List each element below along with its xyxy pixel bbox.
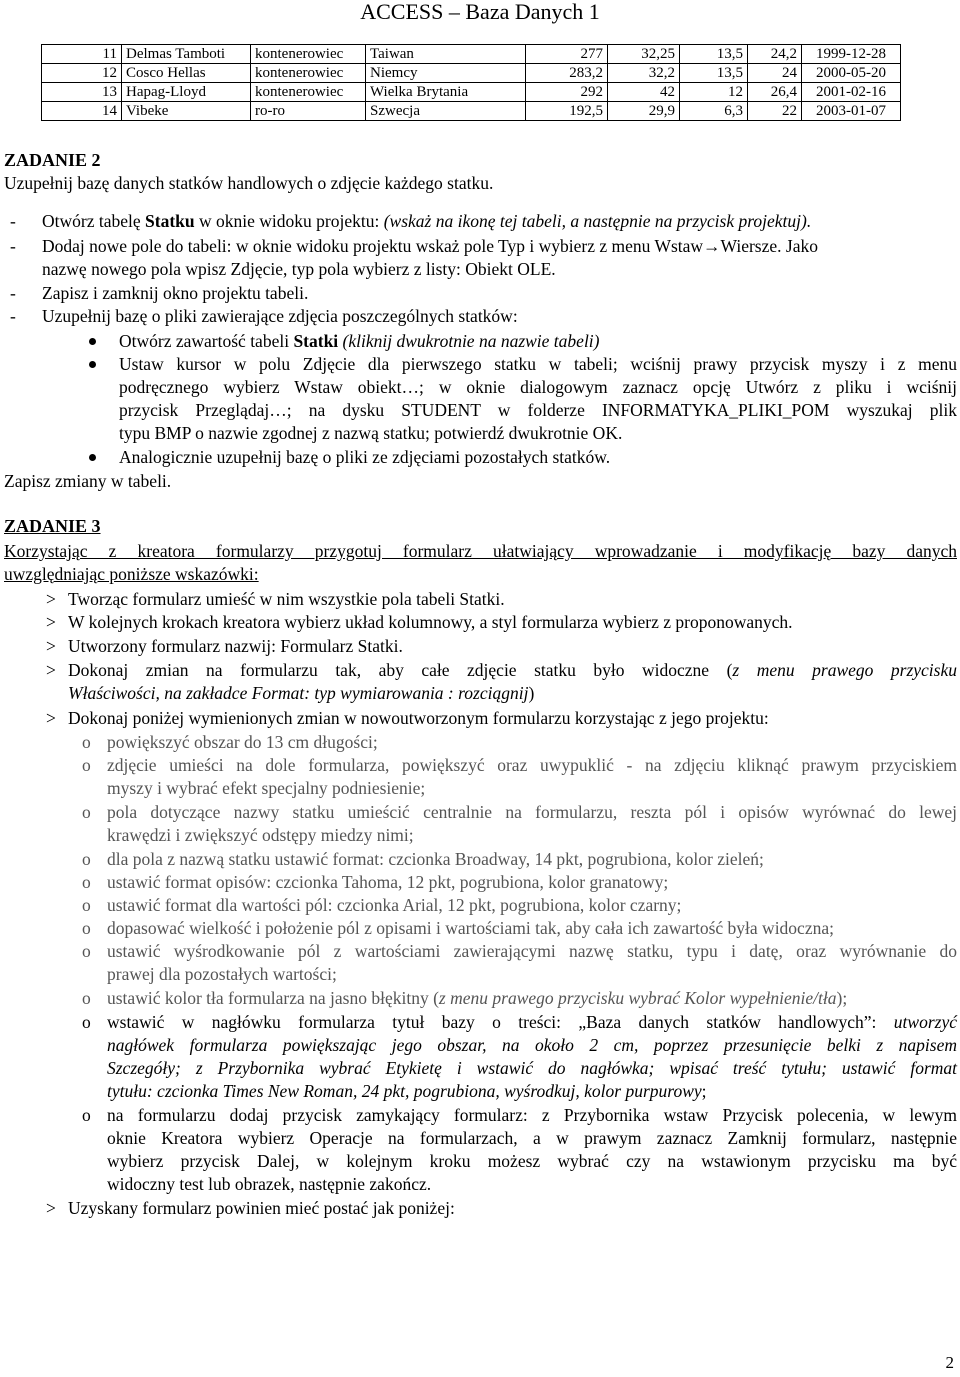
step2-line2: nazwę nowego pola wpisz Zdjęcie, typ pola wybierz z listy: Obiekt OLE.	[42, 259, 556, 279]
o10-line2	[107, 1034, 957, 1056]
step1-mid: w oknie widoku projektu:	[194, 211, 384, 231]
table-cell: Taiwan	[366, 45, 526, 64]
dash-marker: -	[10, 306, 16, 326]
zadanie2-title: ZADANIE 2	[4, 150, 101, 170]
step1-bold: Statku	[145, 211, 195, 231]
o9-normal: ustawić kolor tła formularza na jasno błękitny (	[107, 988, 439, 1008]
table-cell: 13,5	[680, 64, 748, 83]
table-cell: Vibeke	[122, 102, 251, 121]
step1-text	[42, 210, 811, 232]
arrow-marker: >	[46, 636, 56, 656]
table-cell: 32,2	[608, 64, 680, 83]
bullet3-text: Analogicznie uzupełnij bazę o pliki ze zdjęciami pozostałych statków.	[119, 447, 611, 467]
step1-italic: (wskaż na ikonę tej tabeli, a następnie na przycisk projektuj).	[383, 211, 812, 231]
o10-line4-end: ;	[701, 1081, 707, 1101]
table-cell: kontenerowiec	[251, 83, 366, 102]
table-cell: ro-ro	[251, 102, 366, 121]
bullet-icon	[89, 361, 96, 368]
o2-line1: zdjęcie umieści na dole formularza, powiększyć oraz uwypuklić - na zdjęciu kliknąć prawym przyciskiem	[107, 755, 957, 775]
o1-text: powiększyć obszar do 13 cm długości;	[107, 732, 378, 752]
circle-marker: o	[82, 849, 91, 869]
table-cell: 29,9	[608, 102, 680, 121]
o5-text: ustawić format opisów: czcionka Tahoma, 12 pkt, pogrubiona, kolor granatowy;	[107, 872, 669, 892]
table-cell: 2001-02-16	[802, 83, 901, 102]
circle-marker: o	[82, 1012, 91, 1032]
zadanie3-intro-line1: Korzystając z kreatora formularzy przygotuj formularz ułatwiający wprowadzanie i modyfikację bazy danych	[4, 541, 957, 561]
table-cell: 32,25	[608, 45, 680, 64]
step2-line1: Dodaj nowe pole do tabeli: w oknie widoku projektu wskaż pole Typ i wybierz z menu Wstaw→Wiersze. Jako	[42, 236, 818, 256]
table-cell: Delmas Tamboti	[122, 45, 251, 64]
circle-marker: o	[82, 1105, 91, 1125]
circle-marker: o	[82, 755, 91, 775]
table-cell: Wielka Brytania	[366, 83, 526, 102]
o6-text: ustawić format dla wartości pól: czcionka Arial, 12 pkt, pogrubiona, kolor czarny;	[107, 895, 682, 915]
circle-marker: o	[82, 802, 91, 822]
o7-text: dopasować wielkość i położenie pól z opisami i wartościami tak, aby cała ich zawartość była widoczna;	[107, 918, 834, 938]
dash-marker: -	[10, 211, 16, 231]
o10-line4	[107, 1080, 707, 1102]
bullet2-line1: Ustaw kursor w polu Zdjęcie dla pierwszego statku w tabeli; wciśnij prawy przycisk myszy i z menu	[119, 354, 957, 374]
table-cell: 12	[42, 64, 122, 83]
dash-marker: -	[10, 283, 16, 303]
table-cell: 14	[42, 102, 122, 121]
arrow-marker: >	[46, 660, 56, 680]
table-cell: 292	[526, 83, 608, 102]
circle-marker: o	[82, 895, 91, 915]
zadanie2-subtitle: Uzupełnij bazę danych statków handlowych o zdjęcie każdego statku.	[4, 173, 494, 193]
o10-line2-italic: nagłówek formularza powiększając jego obszar, na około 2 cm, poprzez przesunięcie belki z napisem	[107, 1035, 957, 1055]
o10-line3	[107, 1057, 957, 1079]
arrow-marker: >	[46, 708, 56, 728]
o9-text	[107, 987, 847, 1009]
bullet1-bold: Statki	[293, 331, 339, 351]
table-cell: Niemcy	[366, 64, 526, 83]
s4-line2-close: )	[528, 683, 535, 703]
save-text: Zapisz zmiany w tabeli.	[4, 471, 172, 491]
table-cell: 1999-12-28	[802, 45, 901, 64]
o11-line1: na formularzu dodaj przycisk zamykający formularz: z Przybornika wstaw Przycisk polecenia, w lewym	[107, 1105, 957, 1125]
o4-text: dla pola z nazwą statku ustawić format: czcionka Broadway, 14 pkt, pogrubiona, kolor zieleń;	[107, 849, 764, 869]
table-cell: Cosco Hellas	[122, 64, 251, 83]
o10-line1-normal: wstawić w nagłówku formularza tytuł bazy o treści: „Baza danych statków handlowych”:	[107, 1012, 894, 1032]
zadanie3-title: ZADANIE 3	[4, 516, 101, 536]
dash-marker: -	[10, 236, 16, 256]
step4-text: Uzupełnij bazę o pliki zawierające zdjęcia poszczególnych statków:	[42, 306, 518, 326]
table-cell: 283,2	[526, 64, 608, 83]
bullet1-text	[119, 330, 600, 352]
o8-line1: ustawić wyśrodkowanie pól z wartościami zawierającymi nazwę statku, typu i datę, oraz wyrównanie do	[107, 941, 957, 961]
s3-text: Utworzony formularz nazwij: Formularz Statki.	[68, 636, 403, 656]
s4-line1	[68, 659, 957, 681]
o11-line3: wybierz przycisk Dalej, w kolejnym kroku możesz wybrać czy na wstawionym przycisku ma być	[107, 1151, 957, 1171]
bullet2-line3: przycisk Przeglądaj…; na dysku STUDENT w folderze INFORMATYKA_PLIKI_POM wyszukaj plik	[119, 400, 957, 420]
s4-line1-normal: Dokonaj zmian na formularzu tak, aby całe zdjęcie statku było widoczne (	[68, 660, 733, 680]
circle-marker: o	[82, 872, 91, 892]
o11-line4: widoczny test lub obrazek, następnie zakończ.	[107, 1174, 432, 1194]
table-row	[42, 45, 901, 64]
s4-line2-italic: Właściwości, na zakładce Format: typ wymiarowania : rozciągnij	[68, 683, 529, 703]
circle-marker: o	[82, 941, 91, 961]
circle-marker: o	[82, 918, 91, 938]
table-cell: 24,2	[748, 45, 802, 64]
table-row	[42, 83, 901, 102]
table-row	[42, 64, 901, 83]
table-cell: 13,5	[680, 45, 748, 64]
o8-line2: prawej dla pozostałych wartości;	[107, 964, 337, 984]
s1-text: Tworząc formularz umieść w nim wszystkie pola tabeli Statki.	[68, 589, 505, 609]
s6-text: Uzyskany formularz powinien mieć postać jak poniżej:	[68, 1198, 455, 1218]
table-cell: 11	[42, 45, 122, 64]
o3-line1: pola dotyczące nazwy statku umieścić centralnie na formularzu, reszta pól i opisów wyrównać do lewej	[107, 802, 957, 822]
table-cell: 12	[680, 83, 748, 102]
o10-line1	[107, 1011, 957, 1033]
circle-marker: o	[82, 988, 91, 1008]
table-cell: 22	[748, 102, 802, 121]
table-cell: kontenerowiec	[251, 64, 366, 83]
table-cell: 192,5	[526, 102, 608, 121]
step3-text: Zapisz i zamknij okno projektu tabeli.	[42, 283, 309, 303]
o9-italic: z menu prawego przycisku wybrać Kolor wypełnienie/tła	[438, 988, 837, 1008]
s5-text: Dokonaj poniżej wymienionych zmian w nowoutworzonym formularzu korzystając z jego projektu:	[68, 708, 769, 728]
step1-prefix: Otwórz tabelę	[42, 211, 146, 231]
o3-line2: krawędzi i zwiększyć odstępy miedzy nimi;	[107, 825, 414, 845]
s4-line1-italic: z menu prawego przycisku	[732, 660, 957, 680]
table-cell: 26,4	[748, 83, 802, 102]
table-cell: 13	[42, 83, 122, 102]
table-cell: 2000-05-20	[802, 64, 901, 83]
table-cell: 24	[748, 64, 802, 83]
s4-line2	[68, 682, 534, 704]
page-header: ACCESS – Baza Danych 1	[360, 0, 600, 24]
table-cell: 6,3	[680, 102, 748, 121]
table-row	[42, 102, 901, 121]
bullet2-line4: typu BMP o nazwie zgodnej z nazwą statku; potwierdź dwukrotnie OK.	[119, 423, 623, 443]
bullet2-line2: podręcznego wybierz Wstaw obiekt…; w oknie dialogowym zaznacz opcję Utwórz z pliku i wciśnij	[119, 377, 957, 397]
table-cell: 277	[526, 45, 608, 64]
o2-line2: myszy i wybrać efekt specjalny podniesienie;	[107, 778, 426, 798]
o11-line2: oknie Kreatora wybierz Operacje na formularzach, a w prawym zaznacz Zamknij formularz, następnie	[107, 1128, 957, 1148]
o9-close: );	[836, 988, 848, 1008]
circle-marker: o	[82, 732, 91, 752]
o10-line3-italic: Szczegóły; z Przybornika wybrać Etykietę i wstawić do nagłówka; wpisać treść tytułu; ustawić format	[107, 1058, 957, 1078]
table-cell: 42	[608, 83, 680, 102]
bullet1-italic: (kliknij dwukrotnie na nazwie tabeli)	[338, 331, 600, 351]
o10-line1-italic: utworzyć	[893, 1012, 957, 1032]
table-cell: Hapag-Lloyd	[122, 83, 251, 102]
zadanie3-intro-line2: uwzględniając poniższe wskazówki:	[4, 564, 259, 584]
table-cell: Szwecja	[366, 102, 526, 121]
ships-table	[41, 44, 901, 121]
bullet1-prefix: Otwórz zawartość tabeli	[119, 331, 294, 351]
bullet-icon	[89, 338, 96, 345]
arrow-marker: >	[46, 612, 56, 632]
arrow-marker: >	[46, 1198, 56, 1218]
bullet-icon	[89, 454, 96, 461]
table-cell: kontenerowiec	[251, 45, 366, 64]
table-cell: 2003-01-07	[802, 102, 901, 121]
s2-text: W kolejnych krokach kreatora wybierz układ kolumnowy, a styl formularza wybierz z proponowanych.	[68, 612, 793, 632]
arrow-marker: >	[46, 589, 56, 609]
o10-line4-italic: tytułu: czcionka Times New Roman, 24 pkt, pogrubiona, wyśrodkuj, kolor purpurowy	[107, 1081, 702, 1101]
page-number: 2	[945, 1353, 954, 1372]
